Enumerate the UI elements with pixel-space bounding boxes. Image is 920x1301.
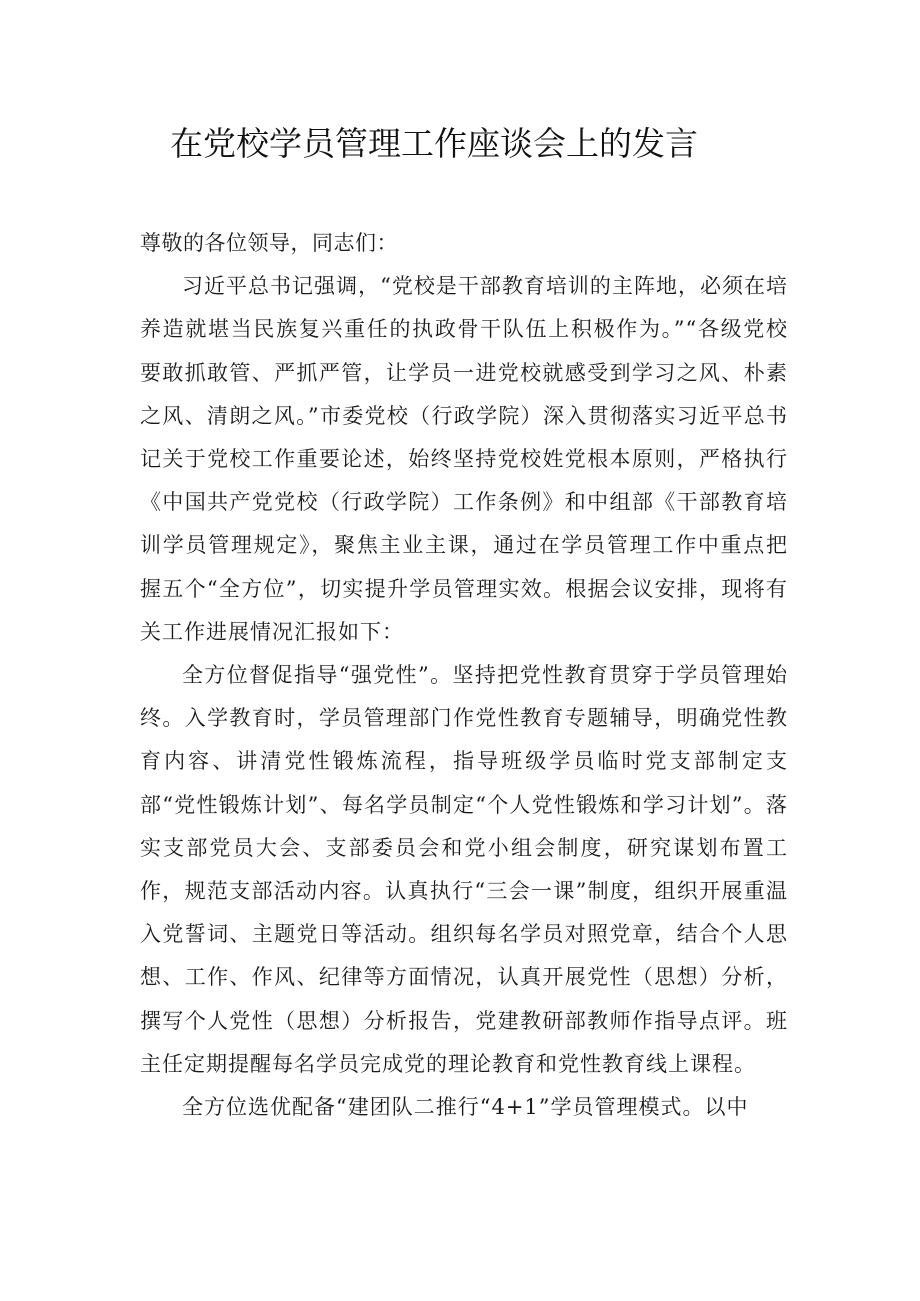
paragraph-team-building: 全方位选优配备“建团队二推行“4+1”学员管理模式。以中 [182, 1095, 749, 1120]
salutation: 尊敬的各位领导，同志们： [140, 231, 398, 255]
paragraph-intro: 习近平总书记强调，“党校是干部教育培训的主阵地，必须在培养造就堪当民族复兴重任的执政骨干队伍上积极作为。”“各级党校要敢抓敢管、严抓严管，让学员一进党校就感受到学习之风、朴素之风、清朗之风。”市委党校（行政学院）深入贯彻落实习近平总书记关于党校工作重要论述，始终坚持党校姓党根本原则，严格执行《中国共产党党校（行政学院）工作条例》和中组部《干部教育培训学员管理规定》，聚焦主业主课，通过在学员管理工作中重点把握五个“全方位”，切实提升学员管理实效。根据会议安排，现将有关工作进展情况汇报如下： [140, 274, 788, 644]
paragraph-party-spirit: 全方位督促指导“强党性”。坚持把党性教育贯穿于学员管理始终。入学教育时，学员管理部门作党性教育专题辅导，明确党性教育内容、讲清党性锻炼流程，指导班级学员临时党支部制定支部“党性锻炼计划”、每名学员制定“个人党性锻炼和学习计划”。落实支部党员大会、支部委员会和党小组会制度，研究谋划布置工作，规范支部活动内容。认真执行“三会一课”制度，组织开展重温入党誓词、主题党日等活动。组织每名学员对照党章，结合个人思想、工作、作风、纪律等方面情况，认真开展党性（思想）分析，撰写个人党性（思想）分析报告，党建教研部教师作指导点评。班主任定期提醒每名学员完成党的理论教育和党性教育线上课程。 [140, 663, 788, 1076]
document-body [140, 222, 788, 1129]
document-title: 在党校学员管理工作座谈会上的发言 [170, 124, 698, 163]
